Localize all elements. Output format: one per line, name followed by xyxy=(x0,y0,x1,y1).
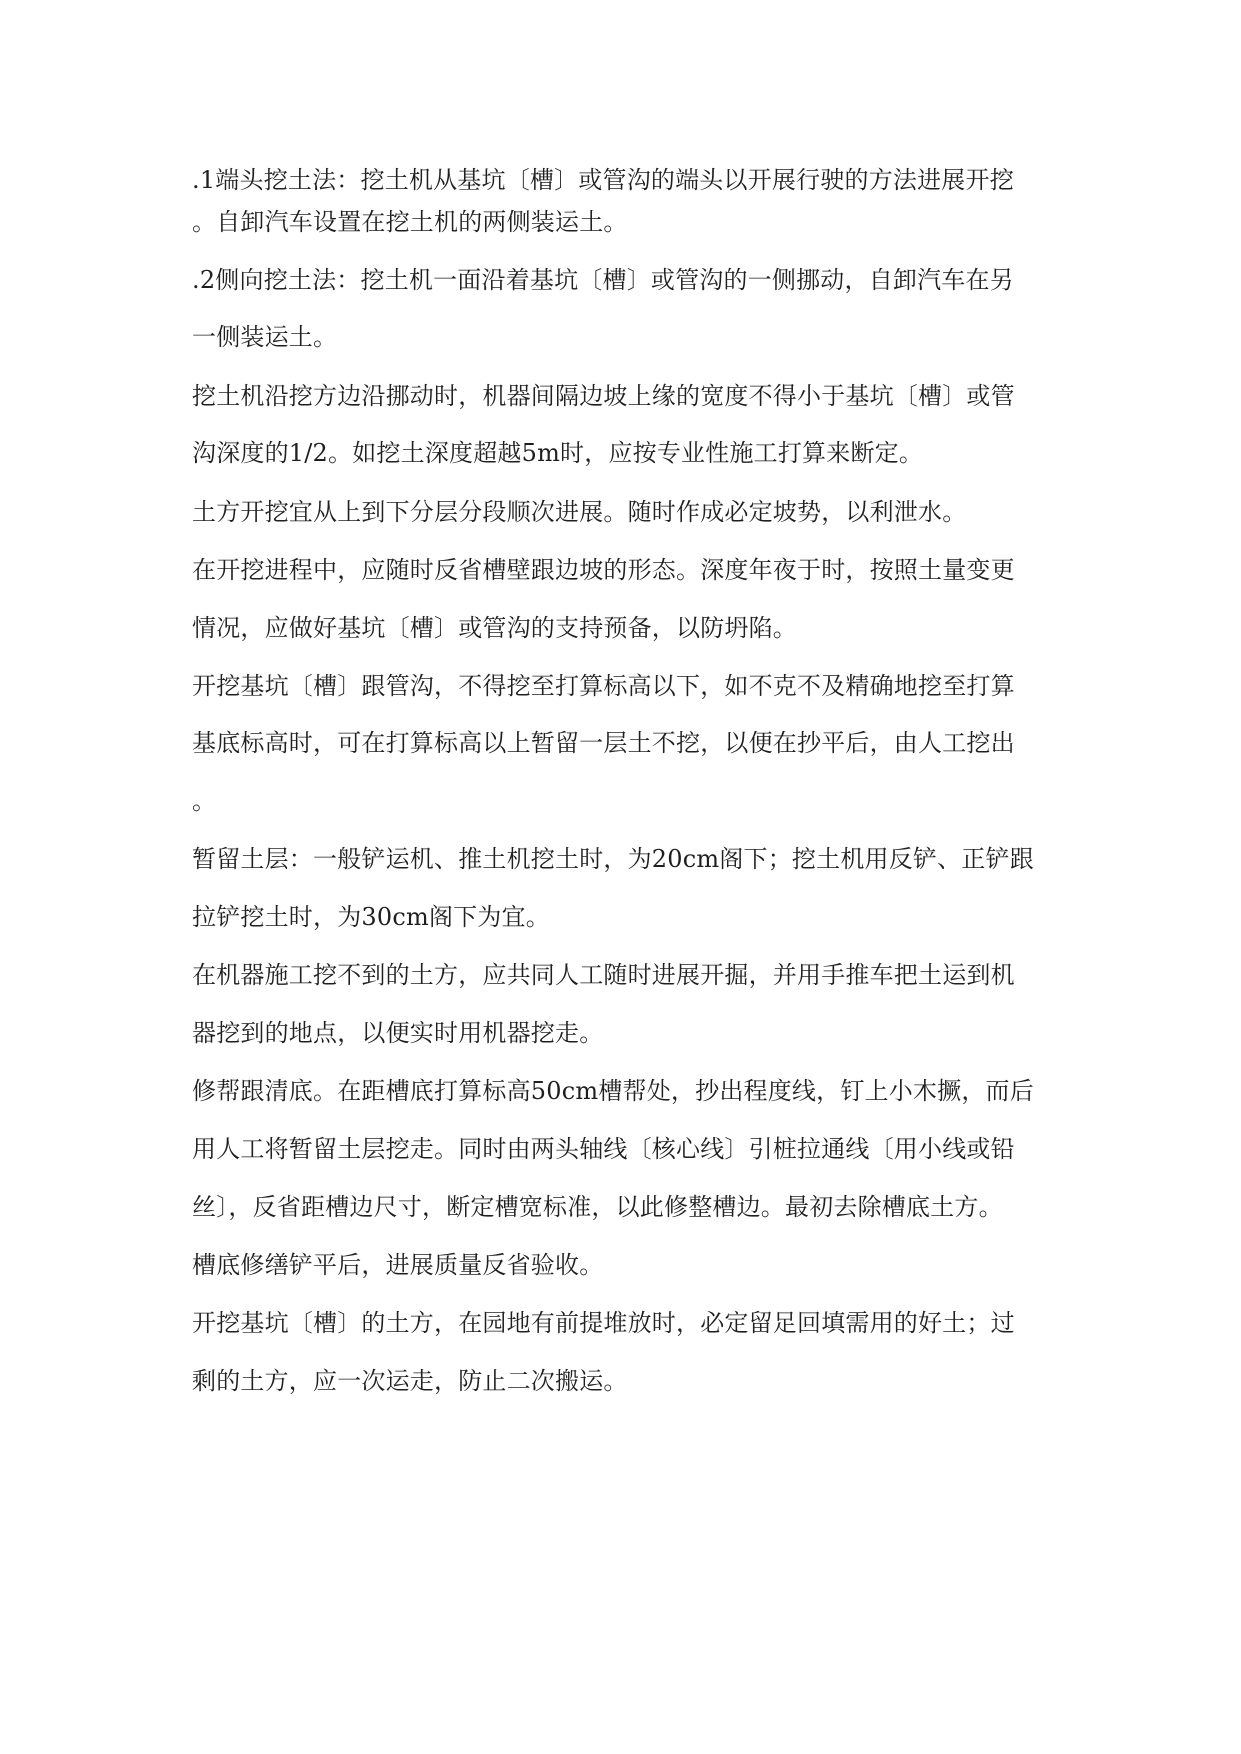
text-line: 土方开挖宜从上到下分层分段顺次进展。随时作成必定坡势，以利泄水。 xyxy=(192,498,967,526)
text-line: .2侧向挖土法：挖土机一面沿着基坑〔槽〕或管沟的一侧挪动，自卸汽车在另 xyxy=(192,266,1014,294)
text-line: 用人工将暂留土层挖走。同时由两头轴线〔核心线〕引桩拉通线〔用小线或铅 xyxy=(192,1135,1015,1163)
text-line: 丝〕，反省距槽边尺寸，断定槽宽标准，以此修整槽边。最初去除槽底土方。 xyxy=(192,1193,1003,1221)
text-line: 器挖到的地点，以便实时用机器挖走。 xyxy=(192,1019,604,1047)
text-line: 在开挖进程中，应随时反省槽壁跟边坡的形态。深度年夜于时，按照土量变更 xyxy=(192,556,1015,584)
text-line: 基底标高时，可在打算标高以上暂留一层土不挖，以便在抄平后，由人工挖出 xyxy=(192,729,1015,757)
text-line: 开挖基坑〔槽〕跟管沟，不得挖至打算标高以下，如不克不及精确地挖至打算 xyxy=(192,672,1015,700)
text-line: 槽底修缮铲平后，进展质量反省验收。 xyxy=(192,1251,604,1279)
text-line: 沟深度的1/2。如挖土深度超越5m时，应按专业性施工打算来断定。 xyxy=(192,439,924,467)
text-line: 。 xyxy=(192,787,217,815)
text-line: .1端头挖土法：挖土机从基坑〔槽〕或管沟的端头以开展行驶的方法进展开挖 xyxy=(192,166,1014,194)
text-line: 一侧装运土。 xyxy=(192,323,338,351)
text-line: 暂留土层：一般铲运机、推土机挖土时，为20cm阁下；挖土机用反铲、正铲跟 xyxy=(192,845,1034,873)
text-line: 。自卸汽车设置在挖土机的两侧装运土。 xyxy=(192,208,628,236)
text-line: 情况，应做好基坑〔槽〕或管沟的支持预备，以防坍陷。 xyxy=(192,614,797,642)
text-line: 开挖基坑〔槽〕的土方，在园地有前提堆放时，必定留足回填需用的好土；过 xyxy=(192,1309,1015,1337)
text-line: 修帮跟清底。在距槽底打算标高50cm槽帮处，抄出程度线，钉上小木撅，而后 xyxy=(192,1077,1034,1105)
text-line: 拉铲挖土时，为30cm阁下为宜。 xyxy=(192,903,550,931)
text-line: 在机器施工挖不到的土方，应共同人工随时进展开掘，并用手推车把土运到机 xyxy=(192,961,1015,989)
text-line: 剩的土方，应一次运走，防止二次搬运。 xyxy=(192,1367,628,1395)
text-line: 挖土机沿挖方边沿挪动时，机器间隔边坡上缘的宽度不得小于基坑〔槽〕或管 xyxy=(192,382,1015,410)
